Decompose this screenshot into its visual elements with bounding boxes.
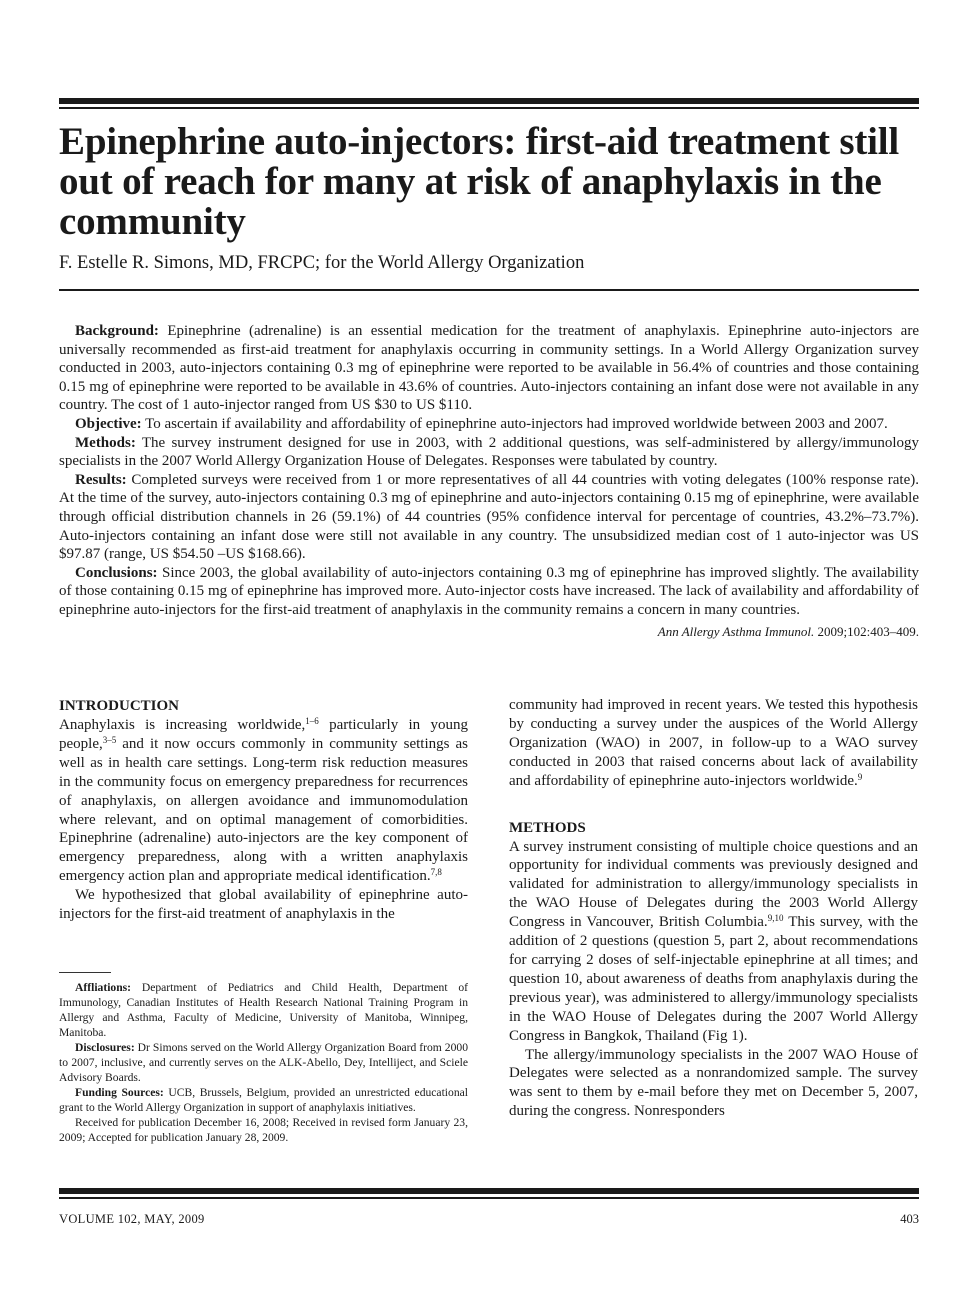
author-line: F. Estelle R. Simons, MD, FRCPC; for the World Allergy Organization xyxy=(59,253,585,273)
disclosures-label: Disclosures: xyxy=(75,1041,135,1054)
abstract-objective xyxy=(59,415,919,434)
methods-heading: METHODS xyxy=(509,819,586,836)
reference-superscript: 7,8 xyxy=(430,867,442,878)
header-rule xyxy=(59,289,919,291)
introduction-heading: INTRODUCTION xyxy=(59,698,180,714)
intro-paragraph-3 xyxy=(509,696,918,791)
methods-label: Methods: xyxy=(75,434,136,451)
footnotes xyxy=(59,980,468,1145)
objective-text: To ascertain if availability and affordability of epinephrine auto-injectors had improved worldwide between 2003 and 2007. xyxy=(145,415,888,432)
funding-label: Funding Sources: xyxy=(75,1086,164,1099)
disclosures-text: Dr Simons served on the World Allergy Organization Board from 2000 to 2007, inclusive, and currently serves on the ALK-Abello, Dey, Intelliject, and Sciele Advisory Boards. xyxy=(59,1041,468,1084)
article-title: Epinephrine auto-injectors: first-aid treatment still out of reach for many at risk of anaphylaxis in the community xyxy=(59,120,900,243)
left-column xyxy=(59,696,468,924)
objective-label: Objective: xyxy=(75,415,142,432)
bottom-rule-thick xyxy=(59,1188,919,1194)
affiliations-text: Department of Pediatrics and Child Health, Department of Immunology, Canadian Institutes of Health Research National Training Program in Allergy and Asthma, Faculty of Medicine, University of Manitoba, Winnipeg, Manitoba. xyxy=(59,981,468,1039)
intro-paragraph-2: We hypothesized that global availability of epinephrine auto-injectors for the first-aid treatment of anaphylaxis in the xyxy=(59,887,468,923)
conclusions-text: Since 2003, the global availability of auto-injectors containing 0.3 mg of epinephrine has improved slightly. The availability of those containing 0.15 mg of epinephrine has improved more. Auto-injector costs have increased. The lack of availability and affordability of epinephrine auto-injectors for the first-aid treatment of anaphylaxis in the community remains a concern in many countries. xyxy=(59,564,920,618)
reference-superscript: 1–6 xyxy=(305,716,319,726)
intro-text: and it now occurs commonly in community settings as well as in health care settings. Long-term risk reduction measures in the community focus on emergency preparedness for recurrences of anaphylaxis, on allergen avoidance and immunomodulation where relevant, and on optimal management of comorbidities. Epinephrine (adrenaline) auto-injectors are the key component of emergency preparedness, along with a written anaphylaxis emergency action plan and appropriate medical identification. xyxy=(59,735,468,885)
abstract xyxy=(59,322,919,641)
methods-text: A survey instrument consisting of multiple choice questions and an opportunity for individual comments was previously designed and validated for administration to allergy/immunology specialists in the WAO House of Delegates during the 2003 World Allergy Congress in Vancouver, British Columbia. xyxy=(509,838,918,931)
results-text: Completed surveys were received from 1 or more representatives of all 44 countries with voting delegates (100% response rate). At the time of the survey, auto-injectors containing 0.3 mg of epinephrine and auto-injectors containing 0.15 mg of epinephrine, were available through official distribution channels in 26 (59.1%) of 44 countries (95% confidence interval for percentage of countries, 43.2%–73.7%). Auto-injectors containing an infant dose were still not available in any country. The unsubsidized median cost of 1 auto-injector was US $97.87 (range, US $54.50 –US $168.66). xyxy=(59,471,920,563)
top-rule-thick xyxy=(59,98,919,104)
reference-superscript: 3–5 xyxy=(102,734,117,745)
funding-text: UCB, Brussels, Belgium, provided an unrestricted educational grant to the World Allergy Organization in support of anaphylaxis initiatives. xyxy=(59,1086,468,1114)
intro-text: particularly in young people, xyxy=(59,717,468,752)
footnote-received: Received for publication December 16, 2008; Received in revised form January 23, 2009; Accepted for publication January 28, 2009. xyxy=(59,1116,468,1144)
methods-paragraph-2: The allergy/immunology specialists in the 2007 WAO House of Delegates were selected as a nonrandomized sample. The survey was sent to them by e-mail before they met on December 5, 2007, during the congress. Nonresponders xyxy=(509,1046,918,1120)
footnote-rule xyxy=(59,972,111,973)
reference-superscript: 9 xyxy=(857,771,863,782)
intro-text: Anaphylaxis is increasing worldwide, xyxy=(59,717,306,733)
background-label: Background: xyxy=(75,323,159,339)
conclusions-label: Conclusions: xyxy=(75,564,158,581)
reference-superscript: 9,10 xyxy=(767,913,784,924)
page-number: 403 xyxy=(900,1212,919,1226)
methods-text: The survey instrument designed for use in 2003, with 2 additional questions, was self-administered by allergy/immunology specialists in the 2007 World Allergy Organization House of Delegates. Responses were tabulated by country. xyxy=(59,434,919,470)
bottom-rule-thin xyxy=(59,1197,919,1199)
results-label: Results: xyxy=(75,471,127,488)
footnote-disclosures xyxy=(59,1040,468,1085)
abstract-conclusions xyxy=(59,564,919,620)
citation xyxy=(59,623,919,642)
footnote-affiliations xyxy=(59,980,468,1040)
affiliations-label: Affliations: xyxy=(75,981,132,994)
intro-text: community had improved in recent years. We tested this hypothesis by conducting a survey under the auspices of the World Allergy Organization (WAO) in 2007, in follow-up to a WAO survey conducted in 2003 that raised concerns about lack of availability and affordability of epinephrine auto-injectors worldwide. xyxy=(509,697,918,789)
background-text: Epinephrine (adrenaline) is an essential medication for the treatment of anaphylaxis. Epinephrine auto-injectors are universally recommended as first-aid treatment for anaphylaxis occurring in community settings. In a World Allergy Organization survey conducted in 2003, auto-injectors containing 0.3 mg of epinephrine were reported to be available in 56.4% of countries and those containing 0.15 mg of epinephrine were reported to be available in 43.6% of countries. Auto-injectors containing an infant dose were not available in any country. The cost of 1 auto-injector ranged from US $30 to US $110. xyxy=(59,323,919,414)
methods-text: This survey, with the addition of 2 questions (question 5, part 2, about recommendations for carrying 2 doses of self-injectable epinephrine at all times; and question 10, about awareness of deaths from anaphylaxis during the previous year), was administered to allergy/immunology specialists in the WAO House of Delegates during the 2007 World Allergy Congress in Bangkok, Thailand (Fig 1). xyxy=(509,914,918,1044)
footnote-funding xyxy=(59,1085,468,1115)
citation-journal: Ann Allergy Asthma Immunol. xyxy=(657,623,815,639)
intro-paragraph-1 xyxy=(59,716,468,886)
citation-details: 2009;102:403–409. xyxy=(814,623,919,639)
top-rule-thin xyxy=(59,107,919,109)
methods-paragraph-1 xyxy=(509,838,918,1046)
abstract-results xyxy=(59,471,919,564)
right-column xyxy=(509,696,918,1121)
abstract-methods xyxy=(59,434,919,471)
volume-label: VOLUME 102, MAY, 2009 xyxy=(59,1212,205,1226)
abstract-background xyxy=(59,322,919,415)
